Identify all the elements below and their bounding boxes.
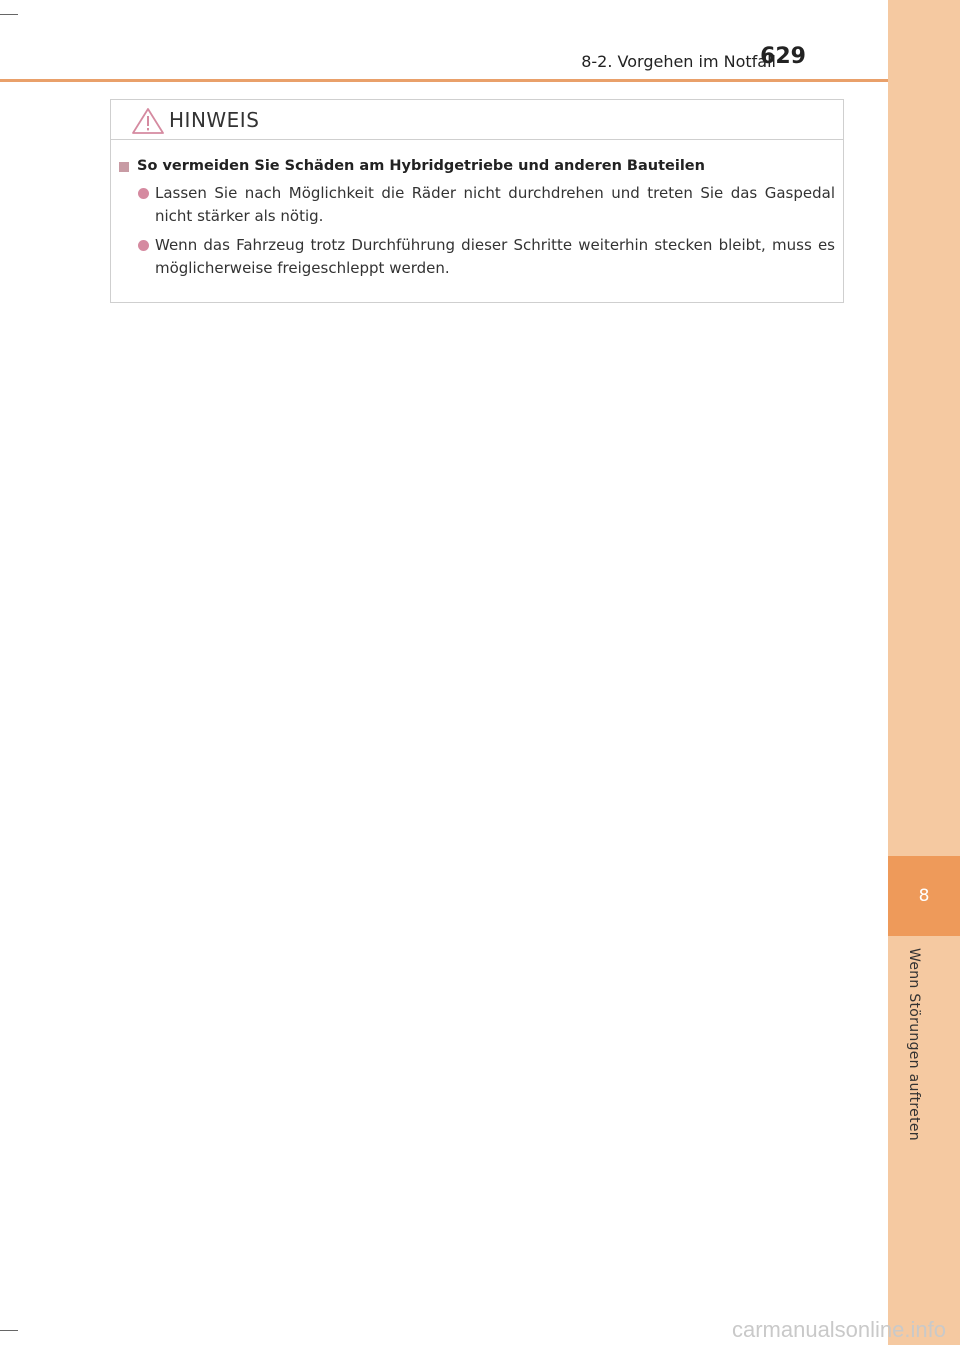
circle-bullet-icon	[138, 240, 149, 251]
header-rule	[0, 79, 888, 82]
subhead-text: So vermeiden Sie Schäden am Hybridgetriebe und anderen Bauteilen	[137, 158, 705, 174]
watermark: carmanualsonline.info	[731, 1317, 946, 1342]
notice-body	[111, 140, 843, 280]
side-band	[888, 0, 960, 1345]
page-number: 629	[760, 44, 806, 69]
page-header	[0, 0, 888, 82]
crop-mark	[0, 1330, 18, 1331]
bullet-text: Lassen Sie nach Möglichkeit die Räder nicht durchdrehen und treten Sie das Gaspedal nicht stärker als nötig.	[155, 184, 835, 225]
section-title: 8-2. Vorgehen im Notfall	[581, 52, 776, 71]
warning-triangle-icon	[131, 107, 165, 135]
chapter-label: Wenn Störungen auftreten	[906, 948, 922, 1141]
notice-header	[111, 100, 843, 140]
chapter-number: 8	[918, 886, 930, 906]
list-item	[119, 234, 835, 280]
square-bullet-icon	[119, 162, 129, 172]
bullet-text: Wenn das Fahrzeug trotz Durchführung dieser Schritte weiterhin stecken bleibt, muss es möglicherweise freigeschleppt werden.	[155, 236, 835, 277]
notice-title: HINWEIS	[169, 108, 260, 132]
circle-bullet-icon	[138, 188, 149, 199]
chapter-tab[interactable]	[888, 856, 960, 936]
list-item	[119, 182, 835, 228]
notice-subhead	[119, 158, 835, 174]
notice-box	[110, 99, 844, 303]
